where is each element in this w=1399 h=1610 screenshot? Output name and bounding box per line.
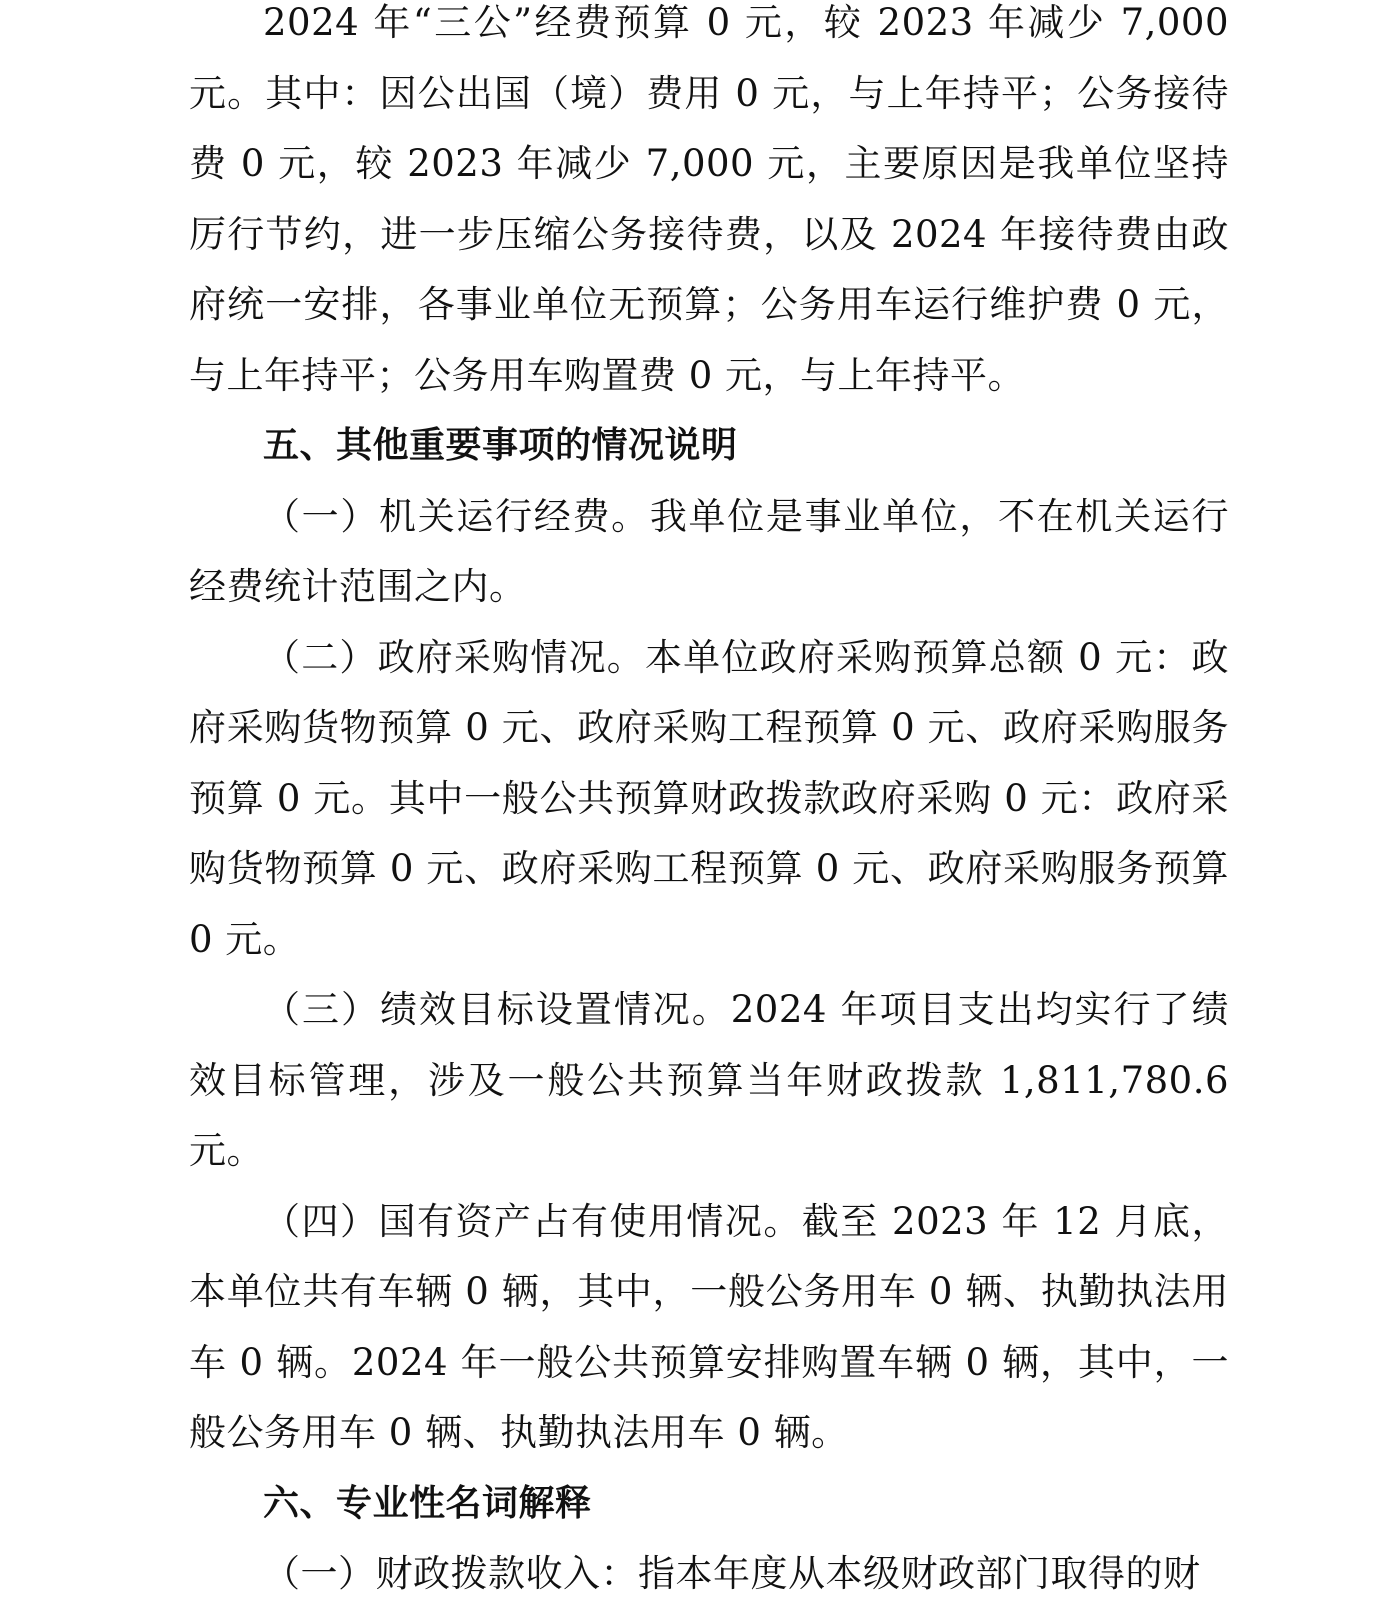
section-heading-six: 六、专业性名词解释 <box>263 1482 592 1524</box>
section-heading-five: 五、其他重要事项的情况说明 <box>263 425 738 466</box>
paragraph-three-public-expenses: 2024 年“三公”经费预算 0 元，较 2023 年减少 7,000 元。其中：因公出国（境）费用 0 元，与上年持平；公务接待费 0 元，较 2023 年减少 7,000 元，主要原因是我单位坚持厉行节约，进一步压缩公务接待费，以及 2024 年接待费由政府统一安排，各事业单位无预算；公务用车运行维护费 0 元，与上年持平；公务用车购置费 0 元，与上年持平。 <box>189 1 1229 397</box>
document-page <box>189 0 1229 1610</box>
paragraph-operating-expenses: （一）机关运行经费。我单位是事业单位，不在机关运行经费统计范围之内。 <box>189 494 1229 608</box>
paragraph-government-procurement: （二）政府采购情况。本单位政府采购预算总额 0 元：政府采购货物预算 0 元、政府采购工程预算 0 元、政府采购服务预算 0 元。其中一般公共预算财政拨款政府采购 0 元：政府采购货物预算 0 元、政府采购工程预算 0 元、政府采购服务预算 0 元。 <box>189 635 1229 961</box>
paragraph-performance-targets: （三）绩效目标设置情况。2024 年项目支出均实行了绩效目标管理，涉及一般公共预算当年财政拨款 1,811,780.6 元。 <box>189 988 1229 1172</box>
paragraph-state-assets: （四）国有资产占有使用情况。截至 2023 年 12 月底，本单位共有车辆 0 辆，其中，一般公务用车 0 辆、执勤执法用车 0 辆。2024 年一般公共预算安排购置车辆 0 辆，其中，一般公务用车 0 辆、执勤执法用车 0 辆。 <box>189 1199 1229 1454</box>
paragraph-fiscal-appropriation: （一）财政拨款收入：指本年度从本级财政部门取得的财 <box>263 1552 1201 1595</box>
